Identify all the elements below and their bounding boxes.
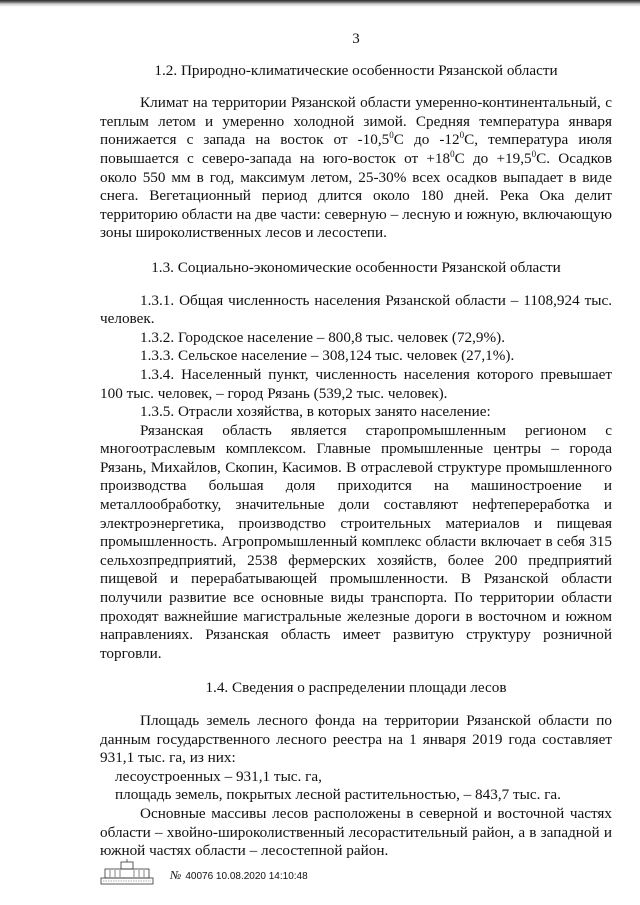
section-heading-1-4: 1.4. Сведения о распределении площади лесов: [205, 679, 507, 697]
list-item-1-3-5: 1.3.5. Отрасли хозяйства, в которых занято население:: [140, 403, 491, 421]
building-seal-icon: [100, 859, 154, 885]
forest-area-paragraph: Площадь земель лесного фонда на территории Рязанской области по данным государственного лесного реестра на 1 января 2019 года составляет 931,1 тыс. га, из них:: [100, 712, 612, 767]
list-item-1-3-2: 1.3.2. Городское население – 800,8 тыс. человек (72,9%).: [140, 328, 506, 346]
number-sign: №: [170, 868, 182, 882]
section-1-2-body: [100, 94, 612, 243]
document-registration: [170, 868, 308, 883]
list-item-1-3-1: 1.3.1. Общая численность населения Рязанской области – 1108,924 тыс. человек.: [100, 291, 612, 328]
climate-paragraph: Климат на территории Рязанской области умеренно-континентальный, с теплым летом и умеренно холодной зимой. Средняя температура января понижается с запада на восток от -10,5$^0$C до $-12^0C$, температура июля повышается с северо-запада на юго-восток от $+18^0C$ до $+19,5^0C$. Осадков около 550 мм в год, максимум летом, 25-30% всех осадков выпадает в виде снега. Вегетационный период длится около 180 дней. Река Ока делит территорию области на две части: северную – лесную и южную, включающую зоны широколиственных лесов и лесостепи.: [100, 94, 612, 242]
page-number: 3: [352, 31, 360, 47]
scan-edge: [0, 0, 640, 7]
list-item-1-3-4: 1.3.4. Населенный пункт, численность населения которого превышает 100 тыс. человек, – город Рязань (539,2 тыс. человек).: [100, 365, 612, 402]
section-1-4-body: [100, 712, 612, 861]
section-heading-1-2: 1.2. Природно-климатические особенности Рязанской области: [154, 61, 558, 79]
section-heading-1-3: 1.3. Социально-экономические особенности Рязанской области: [151, 258, 561, 276]
economy-paragraph: Рязанская область является старопромышленным регионом с многоотраслевым комплексом. Главные промышленные центры – города Рязань, Михайлов, Скопин, Касимов. В отраслевой структуре промышленного производства большая доля приходится на машиностроение и металлообработку, значительные доли составляют нефтепереработка и электроэнергетика, производство строительных материалов и пищевая промышленность. Агропромышленный комплекс области включает в себя 315 сельхозпредприятий, 2538 фермерских хозяйств, более 200 предприятий пищевой и перерабатывающей промышленности. В Рязанской области получили развитие все основные виды транспорта. По территории области проходят важнейшие магистральные железные дороги в восточном и южном направлениях. Рязанская область имеет развитую структуру розничной торговли.: [100, 421, 612, 662]
document-footer: [100, 857, 520, 887]
document-page: [100, 30, 612, 877]
forest-covered-line: площадь земель, покрытых лесной растительностью, – 843,7 тыс. га.: [115, 786, 561, 804]
forest-massifs-paragraph: Основные массивы лесов расположены в северной и восточной частях области – хвойно-широколиственный лесорастительный район, а в западной и южной частях области – лесостепной район.: [100, 804, 612, 860]
section-1-3-body: [100, 292, 612, 664]
forest-managed-line: лесоустроенных – 931,1 тыс. га,: [115, 767, 322, 785]
doc-info: 40076 10.08.2020 14:10:48: [185, 871, 308, 882]
list-item-1-3-3: 1.3.3. Сельское население – 308,124 тыс. человек (27,1%).: [140, 347, 515, 365]
